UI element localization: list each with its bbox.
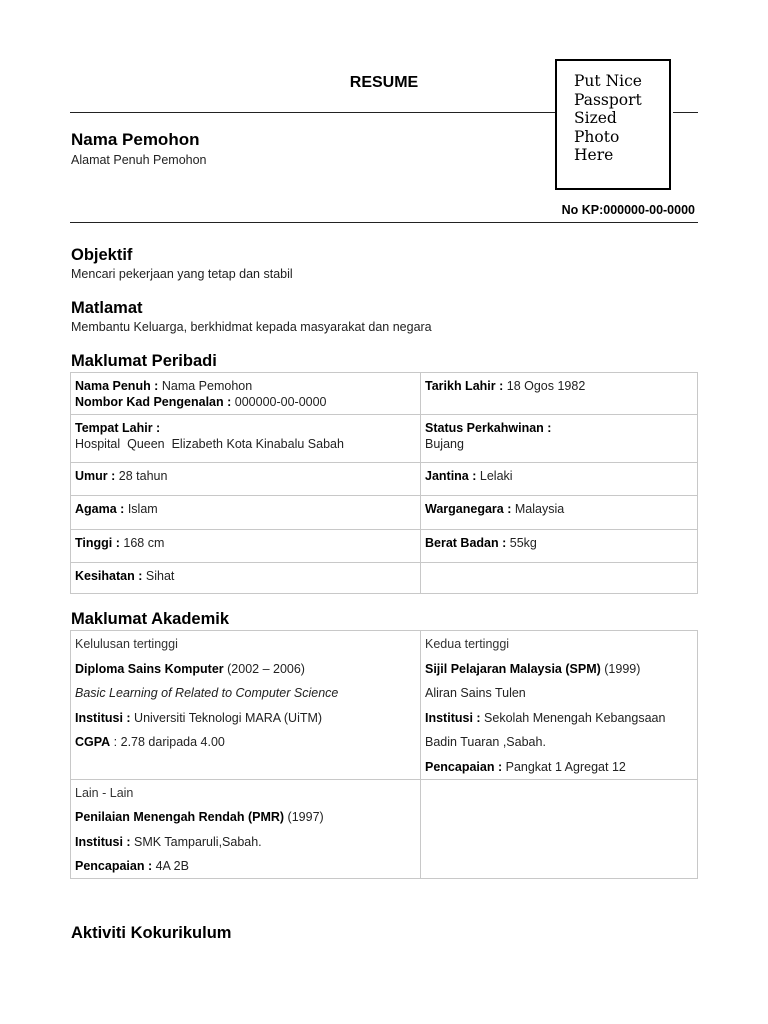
cocurricular-heading: Aktiviti Kokurikulum: [71, 924, 232, 942]
table-cell: Status Perkahwinan : Bujang: [421, 415, 698, 463]
academic-info-table: [70, 630, 698, 879]
personal-info-table: [70, 372, 698, 594]
table-row: [71, 631, 698, 780]
table-cell: Nama Penuh : Nama Pemohon Nombor Kad Pengenalan : 000000-00-0000: [71, 373, 421, 415]
table-cell: Jantina : Lelaki: [421, 463, 698, 496]
objective-text: Mencari pekerjaan yang tetap dan stabil: [71, 267, 293, 281]
ic-number: No KP:000000-00-0000: [561, 203, 695, 217]
goal-heading: Matlamat: [71, 299, 143, 317]
header-rule-left: [70, 112, 555, 113]
personal-info-heading: Maklumat Peribadi: [71, 352, 217, 370]
table-cell: Berat Badan : 55kg: [421, 530, 698, 563]
table-cell: Umur : 28 tahun: [71, 463, 421, 496]
table-cell: Tarikh Lahir : 18 Ogos 1982: [421, 373, 698, 415]
goal-text: Membantu Keluarga, berkhidmat kepada masyarakat dan negara: [71, 320, 432, 334]
table-row: [71, 530, 698, 563]
table-row: [71, 779, 698, 879]
table-cell: Tinggi : 168 cm: [71, 530, 421, 563]
applicant-name: Nama Pemohon: [71, 130, 200, 149]
table-cell: Kedua tertinggi Sijil Pelajaran Malaysia (SPM) (1999) Aliran Sains Tulen Institusi : Sekolah Menengah Kebangsaan Badin Tuaran ,Sabah. Pencapaian : Pangkat 1 Agregat 12: [421, 631, 698, 780]
applicant-address: Alamat Penuh Pemohon: [71, 153, 207, 167]
table-cell: Tempat Lahir : Hospital Queen Elizabeth Kota Kinabalu Sabah: [71, 415, 421, 463]
objective-heading: Objektif: [71, 246, 133, 264]
header-rule-right: [673, 112, 698, 113]
table-cell: Kesihatan : Sihat: [71, 563, 421, 594]
table-row: [71, 496, 698, 530]
table-row: [71, 373, 698, 415]
table-cell: [421, 779, 698, 879]
table-row: [71, 463, 698, 496]
table-cell: [421, 563, 698, 594]
passport-photo-box: [555, 59, 671, 190]
academic-info-heading: Maklumat Akademik: [71, 610, 230, 628]
table-row: [71, 415, 698, 463]
divider-rule: [70, 222, 698, 223]
table-row: [71, 563, 698, 594]
table-cell: Kelulusan tertinggi Diploma Sains Komputer (2002 – 2006) Basic Learning of Related to Computer Science Institusi : Universiti Teknologi MARA (UiTM) CGPA : 2.78 daripada 4.00: [71, 631, 421, 780]
table-cell: Agama : Islam: [71, 496, 421, 530]
resume-title: RESUME: [349, 74, 419, 91]
table-cell: Lain - Lain Penilaian Menengah Rendah (PMR) (1997) Institusi : SMK Tamparuli,Sabah. Pencapaian : 4A 2B: [71, 779, 421, 879]
photo-placeholder-text: Put Nice Passport Sized Photo Here: [574, 72, 642, 164]
table-cell: Warganegara : Malaysia: [421, 496, 698, 530]
